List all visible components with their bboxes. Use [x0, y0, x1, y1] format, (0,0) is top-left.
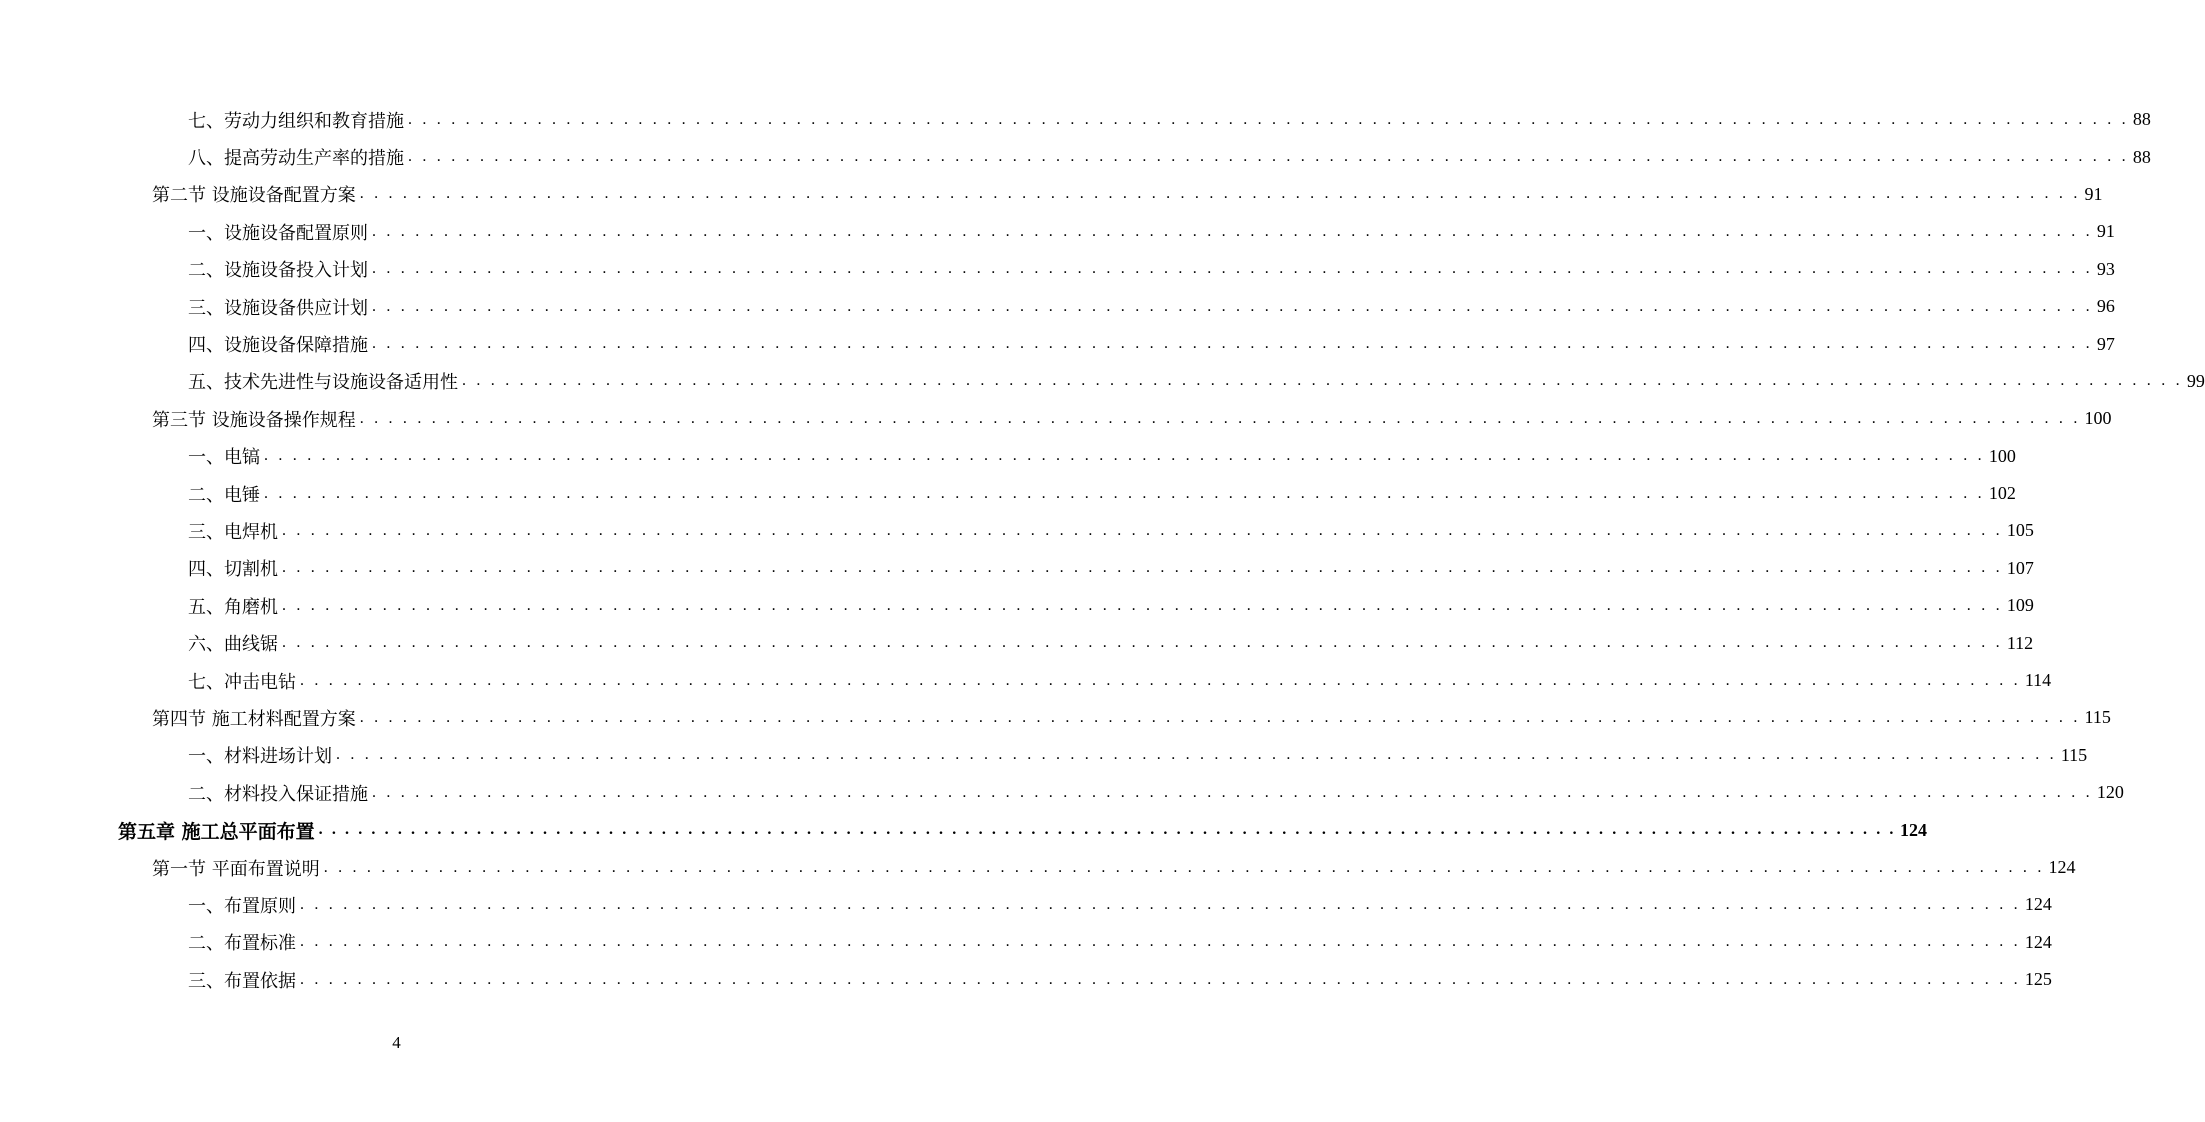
toc-entry-title: 三、设施设备供应计划	[188, 297, 368, 319]
toc-entry-title: 第四节 施工材料配置方案	[152, 708, 356, 730]
toc-entry-title: 三、电焊机	[188, 521, 278, 543]
toc-entry-title: 八、提高劳动生产率的措施	[188, 148, 404, 170]
toc-entry[interactable]	[0, 924, 2052, 961]
toc-leader-dots: . . . . . . . . . . . . . . . . . . . . . . . . . . . . . . . . . . . . . . . . . . . . . . . . . . . . . . . . . . . . . . . . . . . . . . . . . . . . . . . . . . . . . . . . . . . . . . . . . . . . . . . . . . . . . . . . . . . . . . . .	[462, 372, 2183, 390]
toc-entry-page: 96	[2096, 296, 2115, 317]
toc-leader-dots: . . . . . . . . . . . . . . . . . . . . . . . . . . . . . . . . . . . . . . . . . . . . . . . . . . . . . . . . . . . . . . . . . . . . . . . . . . . . . . . . . . . . . . . . . . . . . . . . . . . . . . . . . . . . . . . . . . . . . . . .	[359, 185, 2081, 203]
toc-entry[interactable]	[0, 438, 2016, 475]
toc-entry[interactable]	[0, 662, 2052, 699]
toc-leader-dots: . . . . . . . . . . . . . . . . . . . . . . . . . . . . . . . . . . . . . . . . . . . . . . . . . . . . . . . . . . . . . . . . . . . . . . . . . . . . . . . . . . . . . . . . . . . . . . . . . . . . . . . . . . . . . . . . . . . . . . . .	[282, 596, 2003, 614]
toc-entry-title: 四、设施设备保障措施	[188, 335, 368, 357]
toc-leader-dots: . . . . . . . . . . . . . . . . . . . . . . . . . . . . . . . . . . . . . . . . . . . . . . . . . . . . . . . . . . . . . . . . . . . . . . . . . . . . . . . . . . . . . . . . . . . . . . . . . . . . . . . . . . . . . . . . . . . . . . . .	[372, 783, 2093, 801]
toc-leader-dots: . . . . . . . . . . . . . . . . . . . . . . . . . . . . . . . . . . . . . . . . . . . . . . . . . . . . . . . . . . . . . . . . . . . . . . . . . . . . . . . . . . . . . . . . . . . . . . . . . . . . . . . . . . . . . . . . . . . . . . . .	[264, 484, 1985, 502]
toc-entry[interactable]	[0, 587, 2034, 624]
toc-leader-dots: . . . . . . . . . . . . . . . . . . . . . . . . . . . . . . . . . . . . . . . . . . . . . . . . . . . . . . . . . . . . . . . . . . . . . . . . . . . . . . . . . . . . . . . . . . . . . . . . . . . . . . . . . . . . . . . . . . . . . . . .	[372, 335, 2093, 353]
page-number: 4	[392, 1033, 401, 1052]
toc-entry-title: 三、布置依据	[188, 970, 296, 992]
toc-entry[interactable]	[0, 849, 2076, 886]
toc-entry[interactable]	[0, 213, 2115, 250]
toc-leader-dots: . . . . . . . . . . . . . . . . . . . . . . . . . . . . . . . . . . . . . . . . . . . . . . . . . . . . . . . . . . . . . . . . . . . . . . . . . . . . . . . . . . . . . . . . . . . . . . . . . . . . . . . . . . . . . . . . . . . . . . . .	[372, 260, 2093, 278]
toc-entry[interactable]	[0, 400, 2112, 437]
toc-entry-page: 124	[2048, 857, 2076, 877]
toc-entry-title: 七、冲击电钻	[188, 671, 296, 693]
toc-entry-title: 第五章 施工总平面布置	[118, 820, 315, 843]
toc-entry[interactable]	[0, 251, 2115, 288]
toc-entry-page: 88	[2132, 109, 2151, 130]
toc-entry-page: 124	[1900, 819, 1928, 840]
toc-leader-dots: . . . . . . . . . . . . . . . . . . . . . . . . . . . . . . . . . . . . . . . . . . . . . . . . . . . . . . . . . . . . . . . . . . . . . . . . . . . . . . . . . . . . . . . . . . . . . . . . . . . . . . . . . . . . . . . . . . . . . . . .	[323, 858, 2045, 876]
toc-entry-page: 114	[2024, 670, 2052, 691]
toc-entry[interactable]	[0, 774, 2124, 811]
toc-leader-dots: . . . . . . . . . . . . . . . . . . . . . . . . . . . . . . . . . . . . . . . . . . . . . . . . . . . . . . . . . . . . . . . . . . . . . . . . . . . . . . . . . . . . . . . . . . . . . . . . . . . . . . . . . . . . . . . . . . . . . . . .	[318, 821, 1897, 839]
toc-leader-dots: . . . . . . . . . . . . . . . . . . . . . . . . . . . . . . . . . . . . . . . . . . . . . . . . . . . . . . . . . . . . . . . . . . . . . . . . . . . . . . . . . . . . . . . . . . . . . . . . . . . . . . . . . . . . . . . . . . . . . . . .	[282, 521, 2003, 539]
toc-entry-title: 二、电锤	[188, 484, 260, 506]
toc-leader-dots: . . . . . . . . . . . . . . . . . . . . . . . . . . . . . . . . . . . . . . . . . . . . . . . . . . . . . . . . . . . . . . . . . . . . . . . . . . . . . . . . . . . . . . . . . . . . . . . . . . . . . . . . . . . . . . . . . . . . . . . .	[359, 708, 2081, 726]
toc-entry-title: 第一节 平面布置说明	[152, 858, 320, 880]
toc-entry[interactable]	[0, 961, 2052, 998]
toc-entry[interactable]	[0, 475, 2016, 512]
toc-entry[interactable]	[0, 325, 2115, 362]
toc-entry-page: 120	[2096, 782, 2124, 803]
toc-entry-title: 一、电镐	[188, 447, 260, 469]
toc-entry[interactable]	[0, 288, 2115, 325]
toc-leader-dots: . . . . . . . . . . . . . . . . . . . . . . . . . . . . . . . . . . . . . . . . . . . . . . . . . . . . . . . . . . . . . . . . . . . . . . . . . . . . . . . . . . . . . . . . . . . . . . . . . . . . . . . . . . . . . . . . . . . . . . . .	[282, 634, 2003, 652]
toc-entry[interactable]	[0, 512, 2034, 549]
toc-entry-title: 一、布置原则	[188, 895, 296, 917]
toc-leader-dots: . . . . . . . . . . . . . . . . . . . . . . . . . . . . . . . . . . . . . . . . . . . . . . . . . . . . . . . . . . . . . . . . . . . . . . . . . . . . . . . . . . . . . . . . . . . . . . . . . . . . . . . . . . . . . . . . . . . . . . . .	[359, 409, 2081, 427]
toc-entry-title: 五、技术先进性与设施设备适用性	[188, 372, 458, 394]
toc-leader-dots: . . . . . . . . . . . . . . . . . . . . . . . . . . . . . . . . . . . . . . . . . . . . . . . . . . . . . . . . . . . . . . . . . . . . . . . . . . . . . . . . . . . . . . . . . . . . . . . . . . . . . . . . . . . . . . . . . . . . . . . .	[300, 970, 2021, 988]
toc-leader-dots: . . . . . . . . . . . . . . . . . . . . . . . . . . . . . . . . . . . . . . . . . . . . . . . . . . . . . . . . . . . . . . . . . . . . . . . . . . . . . . . . . . . . . . . . . . . . . . . . . . . . . . . . . . . . . . . . . . . . . . . .	[408, 148, 2129, 166]
toc-entry-title: 四、切割机	[188, 559, 278, 581]
toc-leader-dots: . . . . . . . . . . . . . . . . . . . . . . . . . . . . . . . . . . . . . . . . . . . . . . . . . . . . . . . . . . . . . . . . . . . . . . . . . . . . . . . . . . . . . . . . . . . . . . . . . . . . . . . . . . . . . . . . . . . . . . . .	[300, 671, 2021, 689]
toc-entry-title: 一、材料进场计划	[188, 746, 332, 768]
toc-entry[interactable]	[0, 811, 1928, 848]
toc-entry[interactable]	[0, 550, 2034, 587]
toc-entry-page: 107	[2006, 557, 2034, 578]
toc-entry[interactable]	[0, 886, 2052, 923]
toc-entry-page: 124	[2024, 894, 2052, 915]
toc-entry-page: 105	[2006, 520, 2034, 541]
toc-entry-page: 112	[2006, 632, 2034, 653]
toc-entry[interactable]	[0, 699, 2111, 736]
toc-entry-page: 125	[2024, 969, 2052, 990]
toc-leader-dots: . . . . . . . . . . . . . . . . . . . . . . . . . . . . . . . . . . . . . . . . . . . . . . . . . . . . . . . . . . . . . . . . . . . . . . . . . . . . . . . . . . . . . . . . . . . . . . . . . . . . . . . . . . . . . . . . . . . . . . . .	[264, 447, 1985, 465]
toc-leader-dots: . . . . . . . . . . . . . . . . . . . . . . . . . . . . . . . . . . . . . . . . . . . . . . . . . . . . . . . . . . . . . . . . . . . . . . . . . . . . . . . . . . . . . . . . . . . . . . . . . . . . . . . . . . . . . . . . . . . . . . . .	[300, 933, 2021, 951]
toc-entry-page: 93	[2096, 258, 2115, 279]
toc-entry-page: 99	[2186, 370, 2205, 391]
toc-entry-page: 100	[1988, 445, 2016, 466]
toc-entry-page: 109	[2006, 595, 2034, 616]
toc-entry[interactable]	[0, 176, 2103, 213]
toc-entry[interactable]	[0, 624, 2034, 661]
toc-entry[interactable]	[0, 737, 2088, 774]
toc-entry-title: 一、设施设备配置原则	[188, 222, 368, 244]
toc-entry-title: 二、设施设备投入计划	[188, 260, 368, 282]
toc-entry[interactable]	[0, 101, 2151, 138]
toc-leader-dots: . . . . . . . . . . . . . . . . . . . . . . . . . . . . . . . . . . . . . . . . . . . . . . . . . . . . . . . . . . . . . . . . . . . . . . . . . . . . . . . . . . . . . . . . . . . . . . . . . . . . . . . . . . . . . . . . . . . . . . . .	[408, 110, 2129, 128]
toc-leader-dots: . . . . . . . . . . . . . . . . . . . . . . . . . . . . . . . . . . . . . . . . . . . . . . . . . . . . . . . . . . . . . . . . . . . . . . . . . . . . . . . . . . . . . . . . . . . . . . . . . . . . . . . . . . . . . . . . . . . . . . . .	[372, 222, 2093, 240]
toc-entry-title: 七、劳动力组织和教育措施	[188, 110, 404, 132]
toc-entry[interactable]	[0, 363, 2205, 400]
toc-entry-page: 115	[2060, 744, 2088, 765]
toc-entry-page: 91	[2084, 183, 2103, 204]
toc-entry-title: 第三节 设施设备操作规程	[152, 409, 356, 431]
toc-entry-page: 91	[2096, 221, 2115, 242]
toc-leader-dots: . . . . . . . . . . . . . . . . . . . . . . . . . . . . . . . . . . . . . . . . . . . . . . . . . . . . . . . . . . . . . . . . . . . . . . . . . . . . . . . . . . . . . . . . . . . . . . . . . . . . . . . . . . . . . . . . . . . . . . . .	[282, 559, 2003, 577]
toc-entry-page: 88	[2132, 146, 2151, 167]
toc-entry-page: 100	[2084, 408, 2112, 429]
toc-entry-page: 115	[2084, 707, 2111, 728]
toc-entry-title: 六、曲线锯	[188, 634, 278, 656]
toc-entry-title: 第二节 设施设备配置方案	[152, 185, 356, 207]
toc-entry[interactable]	[0, 138, 2151, 175]
toc-entry-title: 二、材料投入保证措施	[188, 783, 368, 805]
toc-entry-page: 124	[2024, 931, 2052, 952]
toc-entry-page: 102	[1988, 483, 2016, 504]
toc-entry-title: 五、角磨机	[188, 596, 278, 618]
toc-entry-page: 97	[2096, 333, 2115, 354]
toc-leader-dots: . . . . . . . . . . . . . . . . . . . . . . . . . . . . . . . . . . . . . . . . . . . . . . . . . . . . . . . . . . . . . . . . . . . . . . . . . . . . . . . . . . . . . . . . . . . . . . . . . . . . . . . . . . . . . . . . . . . . . . . .	[372, 297, 2093, 315]
toc-leader-dots: . . . . . . . . . . . . . . . . . . . . . . . . . . . . . . . . . . . . . . . . . . . . . . . . . . . . . . . . . . . . . . . . . . . . . . . . . . . . . . . . . . . . . . . . . . . . . . . . . . . . . . . . . . . . . . . . . . . . . . . .	[300, 895, 2021, 913]
table-of-contents	[0, 101, 2205, 998]
toc-leader-dots: . . . . . . . . . . . . . . . . . . . . . . . . . . . . . . . . . . . . . . . . . . . . . . . . . . . . . . . . . . . . . . . . . . . . . . . . . . . . . . . . . . . . . . . . . . . . . . . . . . . . . . . . . . . . . . . . . . . . . . . .	[336, 746, 2057, 764]
toc-entry-title: 二、布置标准	[188, 933, 296, 955]
